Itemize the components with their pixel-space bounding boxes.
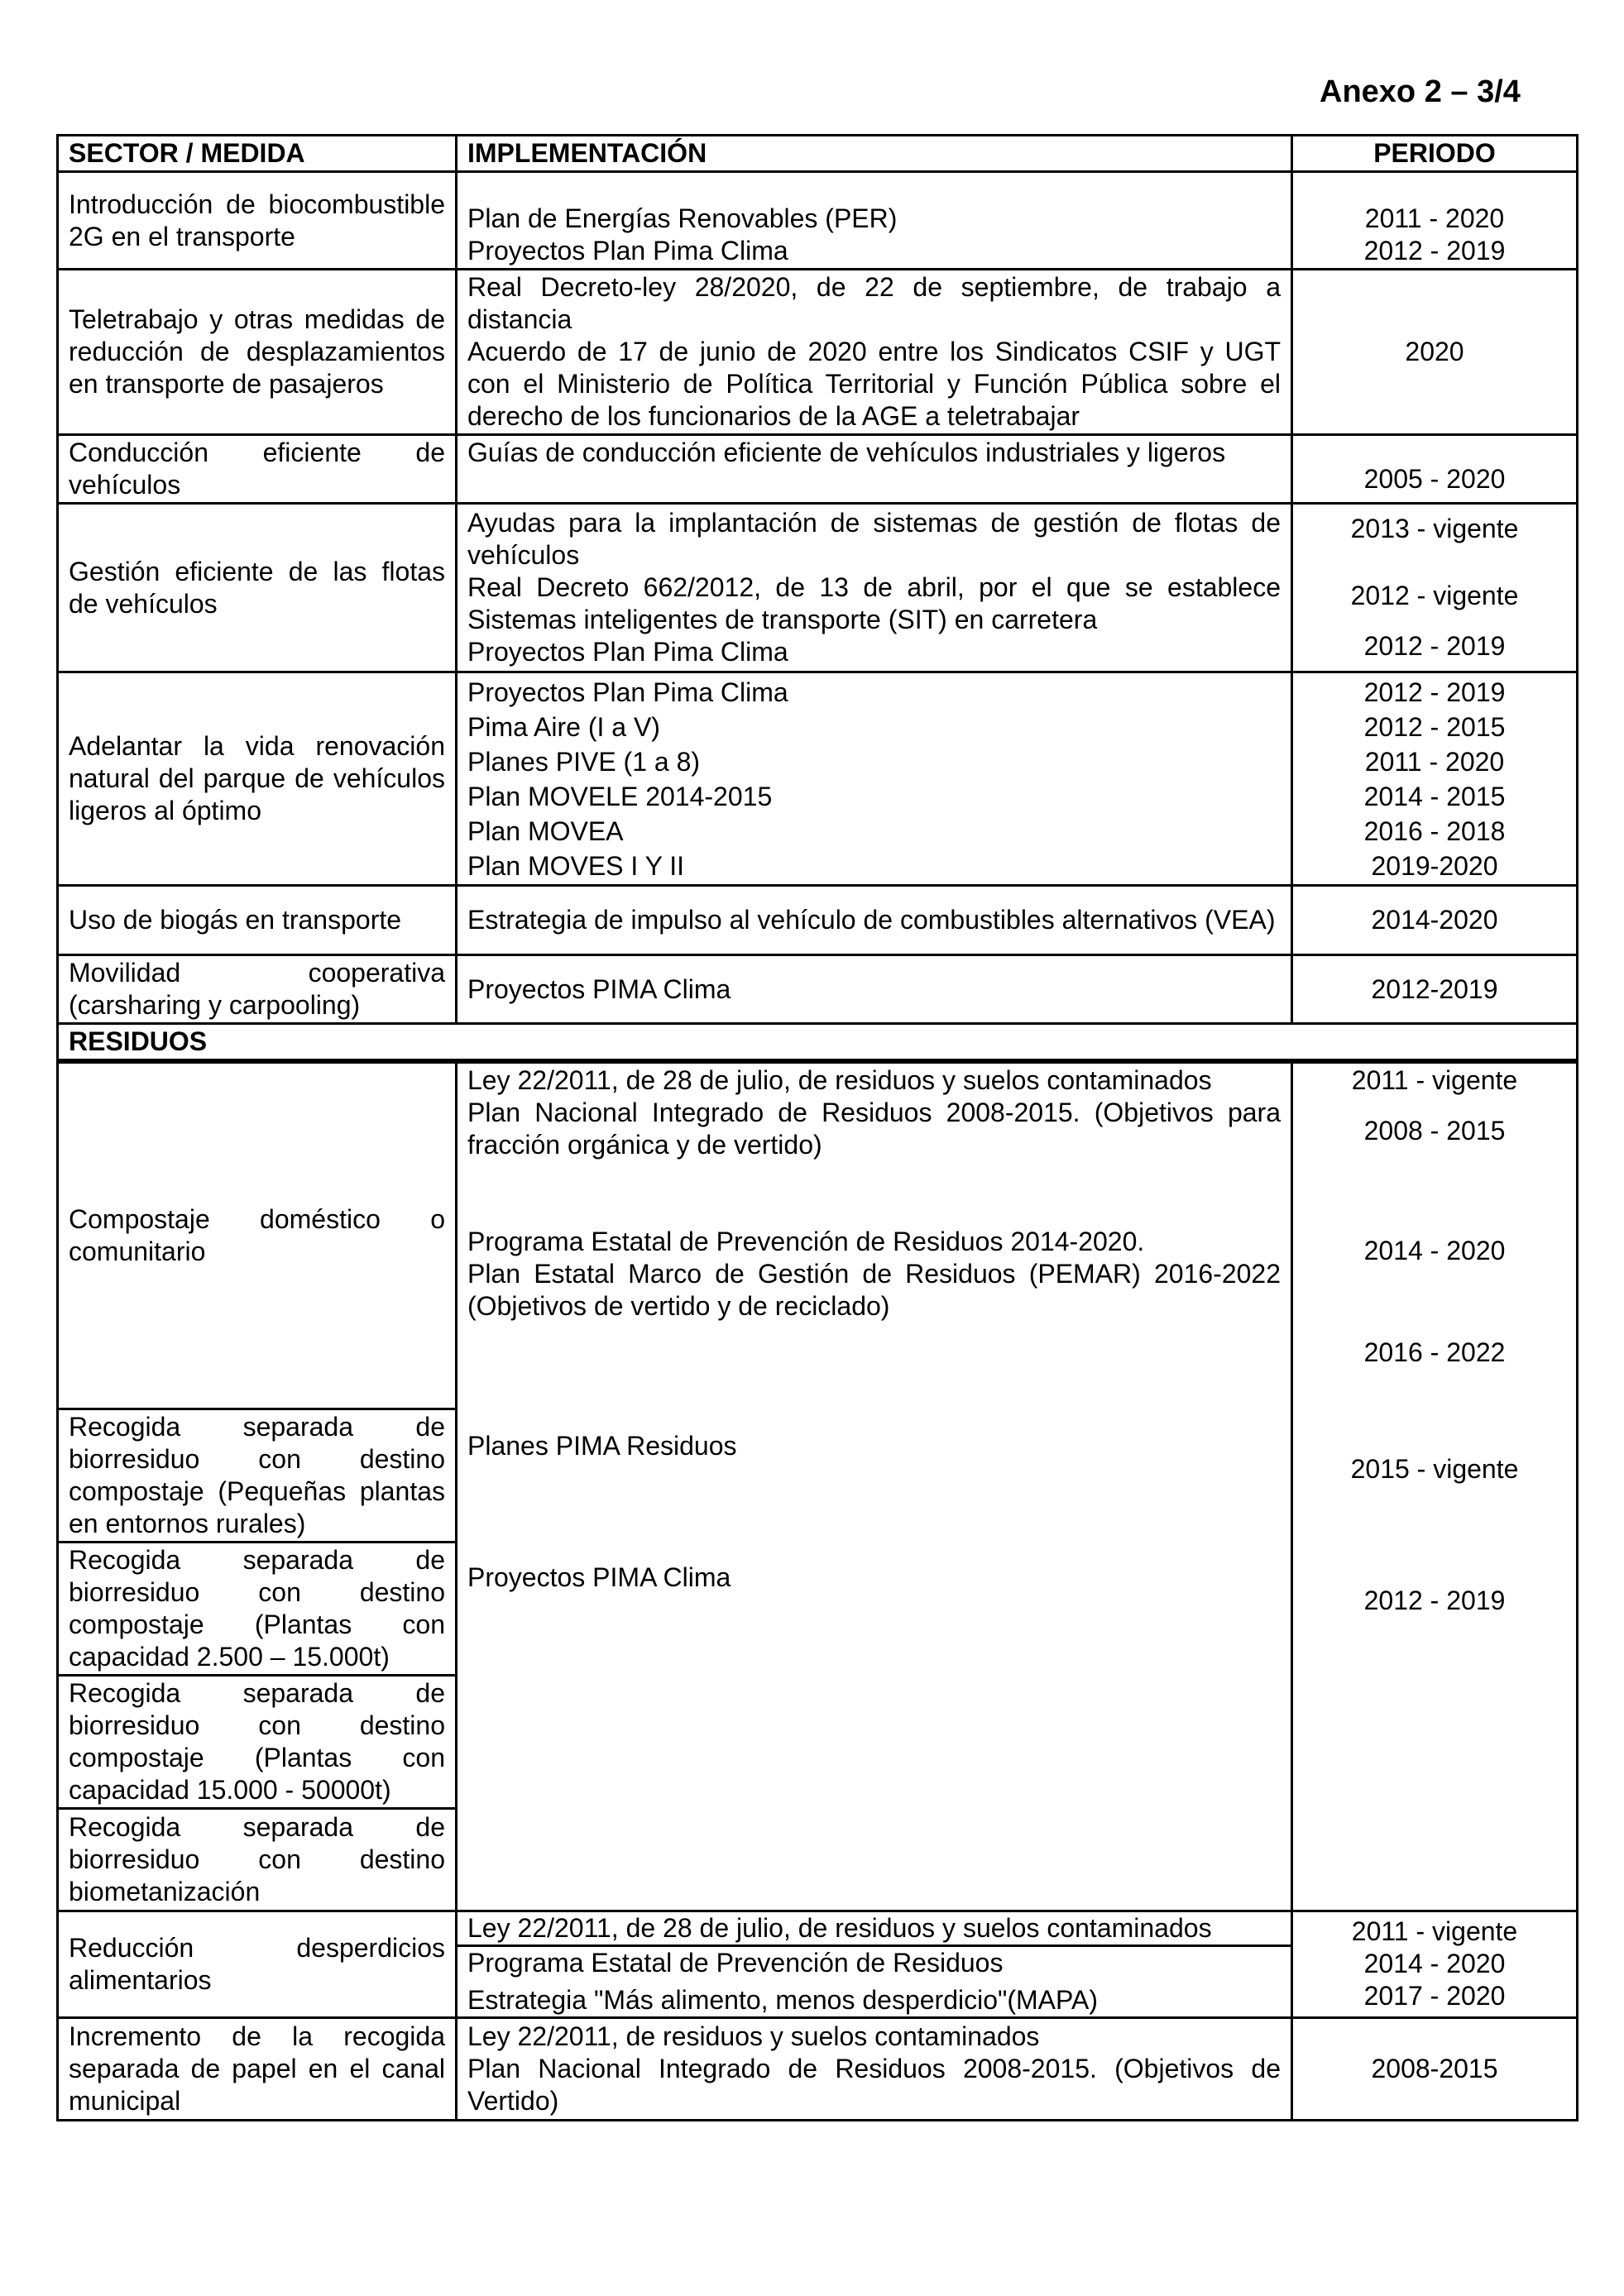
implementation-cell (457, 672, 1292, 886)
period-item: 2012 - 2019 (1363, 677, 1506, 707)
period-item: 2008 - 2015 (1363, 1116, 1506, 1146)
period-item: 2011 - vigente (1351, 1916, 1518, 1946)
period-item: 2012-2019 (1371, 973, 1498, 1004)
period-item: 2012 - vigente (1350, 581, 1519, 610)
period-item: 2015 - vigente (1350, 1454, 1519, 1484)
implementation-item: Programa Estatal de Prevención de Residuos 2014-2020. (467, 1227, 1145, 1256)
implementation-item: Acuerdo de 17 de junio de 2020 entre los Sindicatos CSIF y UGT con el Ministerio de Política Territorial y Función Pública sobre el derecho de los funcionarios de la AGE a teletrabajar (467, 337, 1281, 431)
period-cell (1292, 886, 1578, 955)
period-item: 2008-2015 (1371, 2053, 1498, 2083)
implementation-item: Planes PIVE (1 a 8) (467, 746, 701, 777)
period-item: 2012 - 2019 (1363, 631, 1506, 661)
table-row (58, 672, 1578, 886)
period-item: 2016 - 2018 (1363, 816, 1506, 846)
period-cell (1292, 955, 1578, 1024)
implementation-item: Guías de conducción eficiente de vehículos industriales y ligeros (467, 438, 1226, 467)
period-item: 2014 - 2020 (1363, 1236, 1506, 1265)
table-row (58, 955, 1578, 1024)
period-cell (1292, 504, 1578, 672)
implementation-item: Proyectos PIMA Clima (467, 1562, 731, 1592)
column-header-period: PERIODO (1292, 136, 1578, 172)
implementation-item: Proyectos Plan Pima Clima (467, 677, 788, 707)
implementation-item: Estrategia "Más alimento, menos desperdicio"(MAPA) (467, 1984, 1098, 2015)
period-item: 2012 - 2015 (1363, 711, 1506, 742)
implementation-item: Programa Estatal de Prevención de Residuos (467, 1947, 1004, 1978)
period-item: 2011 - 2020 (1364, 746, 1505, 777)
period-item: 2012 - 2019 (1363, 236, 1506, 265)
implementation-item: Pima Aire (I a V) (467, 711, 660, 742)
implementation-cell (457, 2017, 1292, 2120)
sector-cell: Introducción de biocombustible 2G en el transporte (58, 172, 457, 270)
implementation-item: Plan de Energías Renovables (PER) (467, 203, 898, 233)
section-row (58, 1024, 1578, 1062)
period-item: 2014 - 2020 (1363, 1949, 1506, 1978)
section-title: RESIDUOS (58, 1024, 1578, 1062)
implementation-item: Ley 22/2011, de 28 de julio, de residuos y suelos contaminados (457, 1912, 1291, 1947)
period-item: 2014 - 2015 (1363, 781, 1506, 811)
implementation-item: Ley 22/2011, de residuos y suelos contaminados (467, 2021, 1040, 2051)
sector-cell: Conducción eficiente de vehículos (58, 435, 457, 504)
sector-cell: Recogida separada de biorresiduo con destino biometanización (58, 1808, 457, 1911)
sector-cell: Teletrabajo y otras medidas de reducción de desplazamientos en transporte de pasajeros (58, 270, 457, 435)
implementation-item: Proyectos PIMA Clima (467, 973, 731, 1004)
table-row (58, 504, 1578, 672)
sector-cell: Gestión eficiente de las flotas de vehículos (58, 504, 457, 672)
period-item: 2012 - 2019 (1363, 1586, 1506, 1615)
period-item: 2013 - vigente (1350, 514, 1519, 543)
period-item: 2020 (1405, 337, 1464, 366)
column-header-implementation: IMPLEMENTACIÓN (457, 136, 1292, 172)
column-header-sector: SECTOR / MEDIDA (58, 136, 457, 172)
table-row (58, 435, 1578, 504)
implementation-item: Plan MOVELE 2014-2015 (467, 781, 773, 811)
page-header: Anexo 2 – 3/4 (1320, 74, 1521, 109)
sector-cell: Recogida separada de biorresiduo con destino compostaje (Plantas con capacidad 2.500 – 15.000t) (58, 1542, 457, 1675)
implementation-item: Plan Estatal Marco de Gestión de Residuos (PEMAR) 2016-2022 (Objetivos de vertido y de reciclado) (467, 1259, 1281, 1321)
measures-table (56, 134, 1578, 2121)
implementation-item: Real Decreto 662/2012, de 13 de abril, por el que se establece Sistemas inteligentes de transporte (SIT) en carretera (467, 572, 1281, 634)
period-item: 2011 - 2020 (1364, 203, 1505, 233)
implementation-item: Proyectos Plan Pima Clima (467, 236, 788, 265)
implementation-cell (457, 270, 1292, 435)
sector-cell: Uso de biogás en transporte (58, 886, 457, 955)
implementation-cell (457, 172, 1292, 270)
implementation-item: Plan Nacional Integrado de Residuos 2008-2015. (Objetivos para fracción orgánica y de vertido) (467, 1098, 1281, 1160)
period-item: 2017 - 2020 (1363, 1981, 1506, 2011)
period-item: 2016 - 2022 (1363, 1337, 1506, 1367)
table-row (58, 886, 1578, 955)
period-cell (1292, 1061, 1578, 1911)
implementation-item: Planes PIMA Residuos (467, 1431, 737, 1461)
period-cell (1292, 672, 1578, 886)
sector-cell: Recogida separada de biorresiduo con destino compostaje (Pequeñas plantas en entornos rurales) (58, 1409, 457, 1542)
implementation-cell (457, 1061, 1292, 1911)
period-item: 2019-2020 (1371, 850, 1498, 881)
sector-cell: Compostaje doméstico o comunitario (58, 1061, 457, 1409)
implementation-item: Proyectos Plan Pima Clima (467, 637, 788, 667)
table-header-row (58, 136, 1578, 172)
table-row (58, 172, 1578, 270)
sector-cell: Adelantar la vida renovación natural del parque de vehículos ligeros al óptimo (58, 672, 457, 886)
table-row (58, 270, 1578, 435)
sector-cell: Incremento de la recogida separada de papel en el canal municipal (58, 2017, 457, 2120)
implementation-item: Plan MOVEA (467, 816, 624, 846)
implementation-item: Ayudas para la implantación de sistemas de gestión de flotas de vehículos (467, 508, 1281, 570)
sector-cell: Recogida separada de biorresiduo con destino compostaje (Plantas con capacidad 15.000 - 50000t) (58, 1675, 457, 1808)
implementation-item: Real Decreto-ley 28/2020, de 22 de septiembre, de trabajo a distancia (467, 272, 1281, 334)
implementation-cell (457, 435, 1292, 504)
period-cell (1292, 2017, 1578, 2120)
implementation-item: Plan MOVES I Y II (467, 850, 685, 881)
implementation-item: Estrategia de impulso al vehículo de combustibles alternativos (VEA) (467, 905, 1276, 935)
sector-cell: Movilidad cooperativa (carsharing y carpooling) (58, 955, 457, 1024)
period-cell (1292, 1911, 1578, 2017)
period-cell (1292, 270, 1578, 435)
implementation-cell (457, 955, 1292, 1024)
period-item: 2011 - vigente (1351, 1065, 1518, 1095)
implementation-item: Ley 22/2011, de 28 de julio, de residuos y suelos contaminados (467, 1065, 1212, 1095)
table-row (58, 1911, 1578, 2017)
table-row (58, 1061, 1578, 1409)
implementation-cell (457, 504, 1292, 672)
period-item: 2014-2020 (1371, 905, 1498, 935)
sector-cell: Reducción desperdicios alimentarios (58, 1911, 457, 2017)
table-row (58, 2017, 1578, 2120)
period-cell (1292, 435, 1578, 504)
implementation-cell (457, 886, 1292, 955)
period-cell (1292, 172, 1578, 270)
implementation-item: Plan Nacional Integrado de Residuos 2008-2015. (Objetivos de Vertido) (467, 2053, 1281, 2116)
implementation-cell (457, 1911, 1292, 2017)
period-item: 2005 - 2020 (1363, 464, 1506, 494)
